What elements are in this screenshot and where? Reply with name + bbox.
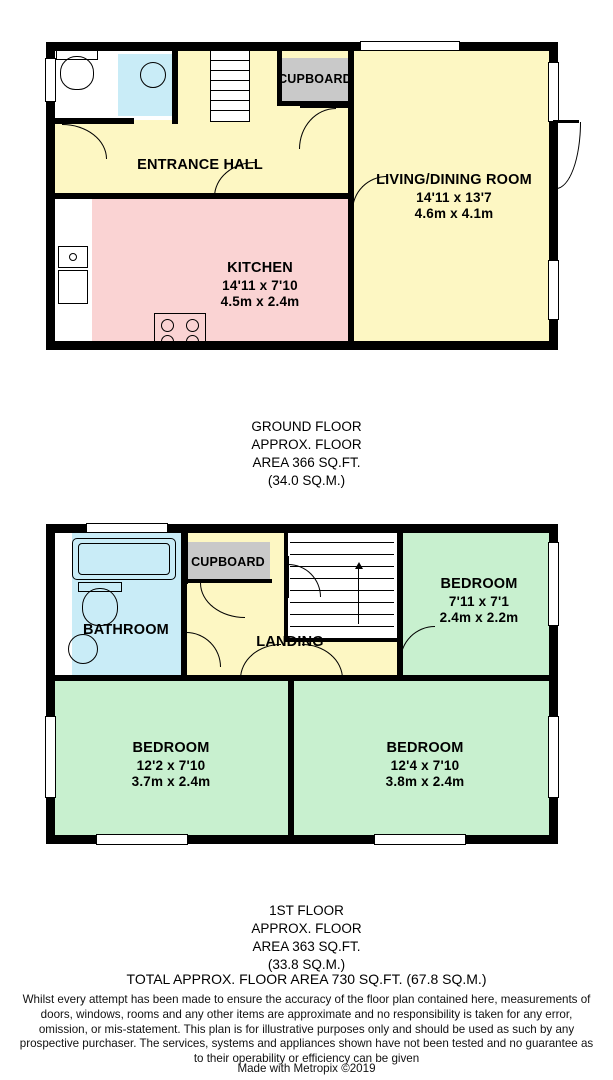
window-bedroom-left-bottom (96, 834, 188, 845)
cistern-icon-bathroom (78, 582, 122, 592)
door-leaf-wc (62, 121, 134, 124)
room-label-bedroom-left: BEDROOM 12'2 x 7'10 3.7m x 2.4m (131, 740, 211, 790)
ground-floor-caption: GROUND FLOOR APPROX. FLOOR AREA 366 SQ.FT. (34.0 SQ.M.) (251, 419, 362, 488)
room-label-bathroom: BATHROOM (83, 622, 169, 638)
hob-ring-icon-2 (186, 319, 199, 332)
door-leaf-hall-living (300, 105, 352, 108)
window-living-top (360, 41, 460, 51)
toilet-icon-wc (60, 56, 94, 90)
window-living-right-upper (548, 62, 559, 122)
room-label-living-dining: LIVING/DINING ROOM 14'11 x 13'7 4.6m x 4.1m (376, 172, 532, 222)
staircase-ground (210, 50, 250, 122)
wall-cupboard-first-left (184, 524, 188, 584)
basin-icon-wc (140, 62, 166, 88)
room-label-cupboard-first: CUPBOARD (191, 555, 265, 569)
wall-top (46, 42, 558, 51)
window-bedroom-left-side (45, 716, 56, 798)
drainer-icon-kitchen (58, 270, 88, 304)
room-label-bedroom-small: BEDROOM 7'11 x 7'1 2.4m x 2.2m (439, 576, 519, 626)
hob-ring-icon-3 (161, 335, 174, 348)
total-floor-area: TOTAL APPROX. FLOOR AREA 730 SQ.FT. (67.8 SQ.M.) (126, 971, 487, 987)
room-label-entrance-hall: ENTRANCE HALL (137, 157, 263, 173)
stair-direction-line (358, 568, 359, 624)
room-label-kitchen: KITCHEN 14'11 x 7'10 4.5m x 2.4m (220, 260, 300, 310)
hob-ring-icon-1 (161, 319, 174, 332)
toilet-icon-bathroom (82, 588, 118, 626)
window-living-right-lower (548, 260, 559, 320)
ground-floor-plan (0, 0, 613, 400)
window-bedroom-right-bottom (374, 834, 466, 845)
wall-bottom (46, 341, 558, 350)
disclaimer-text: Whilst every attempt has been made to ensure the accuracy of the floor plan contained here, measurements of doors, windows, rooms and any other items are approximate and no responsibility is taken for any error, omission, or mis-statement. This plan is for illustrative purposes only and should be used as such by any prospective purchaser. The services, systems and appliances shown have not been tested and no guarantee as to their operability or efficiency can be given (19, 993, 594, 1066)
wall-bedroom-divider (288, 678, 294, 844)
first-floor-plan (0, 520, 613, 850)
wall-hall-kitchen (46, 193, 352, 199)
window-bathroom-top (86, 523, 168, 533)
hob-ring-icon-4 (186, 335, 199, 348)
cistern-icon-wc (56, 50, 98, 60)
room-label-landing: LANDING (256, 634, 324, 650)
first-floor-caption: 1ST FLOOR APPROX. FLOOR AREA 363 SQ.FT. (33.8 SQ.M.) (251, 903, 362, 972)
made-with-metropix: Made with Metropix ©2019 (237, 1062, 376, 1075)
room-label-cupboard-ground: CUPBOARD (278, 72, 352, 86)
window-wc-left (45, 58, 56, 102)
bathtub-inner-icon (78, 543, 170, 575)
front-door-swing (556, 122, 581, 189)
sink-tap-icon (69, 253, 77, 261)
stair-direction-arrow (355, 562, 363, 569)
room-label-bedroom-right: BEDROOM 12'4 x 7'10 3.8m x 2.4m (385, 740, 465, 790)
wall-wc-right (172, 42, 178, 124)
